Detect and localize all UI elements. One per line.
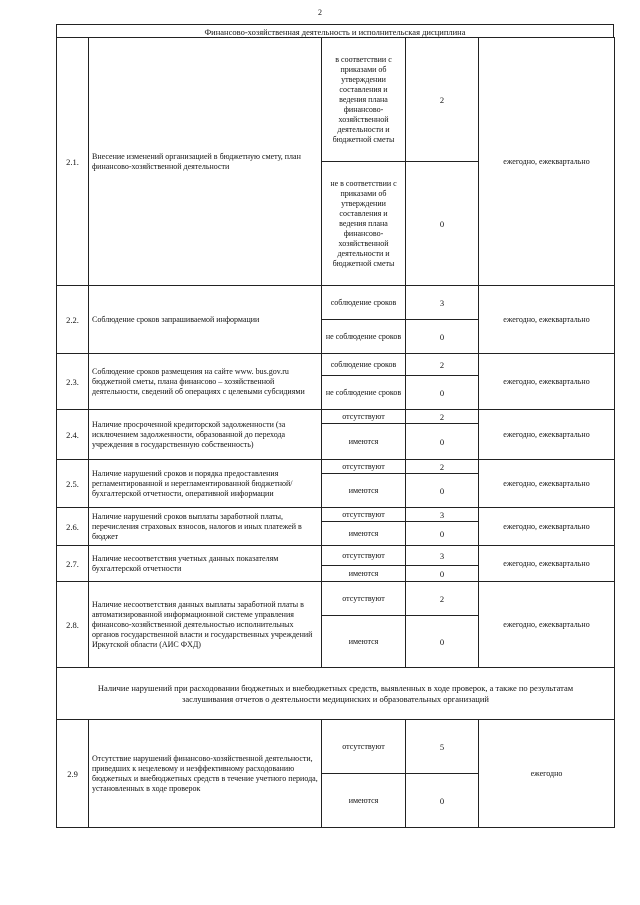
period-text: ежегодно (479, 720, 615, 828)
score-value: 3 (406, 286, 479, 320)
table-row (57, 354, 615, 376)
score-value: 0 (406, 424, 479, 460)
criterion-text: Отсутствие нарушений финансово-хозяйственной деятельности, приведших к нецелевому и неэффективному расходованию бюджетных и внебюджетных средств в течение учетного периода, установленных в ходе проверок (89, 720, 322, 828)
row-number: 2.2. (57, 286, 89, 354)
criterion-text: Наличие нарушений сроков и порядка предоставления регламентированной и нерегламентированной бюджетной/бухгалтерской отчетности, оперативной информации (89, 460, 322, 508)
period-text: ежегодно, ежеквартально (479, 582, 615, 668)
condition-text: не соблюдение сроков (322, 320, 406, 354)
row-number: 2.9 (57, 720, 89, 828)
table-row (57, 546, 615, 566)
condition-text: отсутствуют (322, 720, 406, 774)
condition-text: имеются (322, 616, 406, 668)
period-text: ежегодно, ежеквартально (479, 508, 615, 546)
row-number: 2.3. (57, 354, 89, 410)
condition-text: имеются (322, 522, 406, 546)
score-value: 5 (406, 720, 479, 774)
row-number: 2.8. (57, 582, 89, 668)
condition-text: соблюдение сроков (322, 286, 406, 320)
period-text: ежегодно, ежеквартально (479, 38, 615, 286)
score-value: 3 (406, 546, 479, 566)
row-number: 2.5. (57, 460, 89, 508)
condition-text: не в соответствии с приказами об утверждении составления и ведения плана финансово-хозяйственной деятельности и бюджетной сметы (322, 162, 406, 286)
score-value: 2 (406, 460, 479, 474)
condition-text: имеются (322, 474, 406, 508)
score-value: 0 (406, 320, 479, 354)
condition-text: не соблюдение сроков (322, 376, 406, 410)
condition-text: отсутствуют (322, 460, 406, 474)
condition-text: имеются (322, 774, 406, 828)
score-value: 0 (406, 376, 479, 410)
table-row (57, 286, 615, 320)
score-value: 0 (406, 522, 479, 546)
score-value: 0 (406, 616, 479, 668)
condition-text: имеются (322, 566, 406, 582)
score-value: 0 (406, 162, 479, 286)
score-value: 0 (406, 566, 479, 582)
row-number: 2.6. (57, 508, 89, 546)
section-title: Наличие нарушений при расходовании бюджетных и внебюджетных средств, выявленных в ходе проверок, а также по результатам заслушивания отчетов о деятельности медицинских и образовательных организаций (57, 668, 615, 720)
condition-text: в соответствии с приказами об утверждении составления и ведения плана финансово-хозяйственной деятельности и бюджетной сметы (322, 38, 406, 162)
period-text: ежегодно, ежеквартально (479, 354, 615, 410)
period-text: ежегодно, ежеквартально (479, 460, 615, 508)
row-number: 2.4. (57, 410, 89, 460)
score-value: 3 (406, 508, 479, 522)
score-value: 2 (406, 354, 479, 376)
table-row (57, 720, 615, 774)
criterion-text: Соблюдение сроков размещения на сайте www. bus.gov.ru бюджетной сметы, плана финансово – хозяйственной деятельности, сведений об операциях с целевыми субсидиями (89, 354, 322, 410)
criteria-table (56, 37, 615, 828)
table-row (57, 582, 615, 616)
condition-text: отсутствуют (322, 508, 406, 522)
condition-text: отсутствуют (322, 582, 406, 616)
table-row (57, 668, 615, 720)
condition-text: имеются (322, 424, 406, 460)
criterion-text: Наличие просроченной кредиторской задолженности (за исключением задолженности, образованной до перехода учреждения в государственную собственность) (89, 410, 322, 460)
criterion-text: Внесение изменений организацией в бюджетную смету, план финансово-хозяйственной деятельности (89, 38, 322, 286)
period-text: ежегодно, ежеквартально (479, 546, 615, 582)
section-title: Финансово-хозяйственная деятельность и исполнительская дисциплина (56, 24, 614, 38)
condition-text: отсутствуют (322, 546, 406, 566)
period-text: ежегодно, ежеквартально (479, 410, 615, 460)
score-value: 2 (406, 38, 479, 162)
table-row (57, 508, 615, 522)
condition-text: отсутствуют (322, 410, 406, 424)
criterion-text: Наличие нарушений сроков выплаты заработной платы, перечисления страховых взносов, налогов и иных платежей в бюджет (89, 508, 322, 546)
score-value: 2 (406, 582, 479, 616)
criterion-text: Наличие несоответствия учетных данных показателям бухгалтерской отчетности (89, 546, 322, 582)
page-number: 2 (318, 8, 322, 17)
criterion-text: Наличие несоответствия данных выплаты заработной платы в автоматизированной информационной системе управления финансово-хозяйственной деятельностью исполнительных органов государственной власти и государственных учреждений Иркутской области (АИС ФХД) (89, 582, 322, 668)
row-number: 2.7. (57, 546, 89, 582)
condition-text: соблюдение сроков (322, 354, 406, 376)
table-row (57, 410, 615, 424)
row-number: 2.1. (57, 38, 89, 286)
score-value: 0 (406, 774, 479, 828)
criterion-text: Соблюдение сроков запрашиваемой информации (89, 286, 322, 354)
score-value: 2 (406, 410, 479, 424)
table-row (57, 38, 615, 162)
score-value: 0 (406, 474, 479, 508)
table-row (57, 460, 615, 474)
period-text: ежегодно, ежеквартально (479, 286, 615, 354)
